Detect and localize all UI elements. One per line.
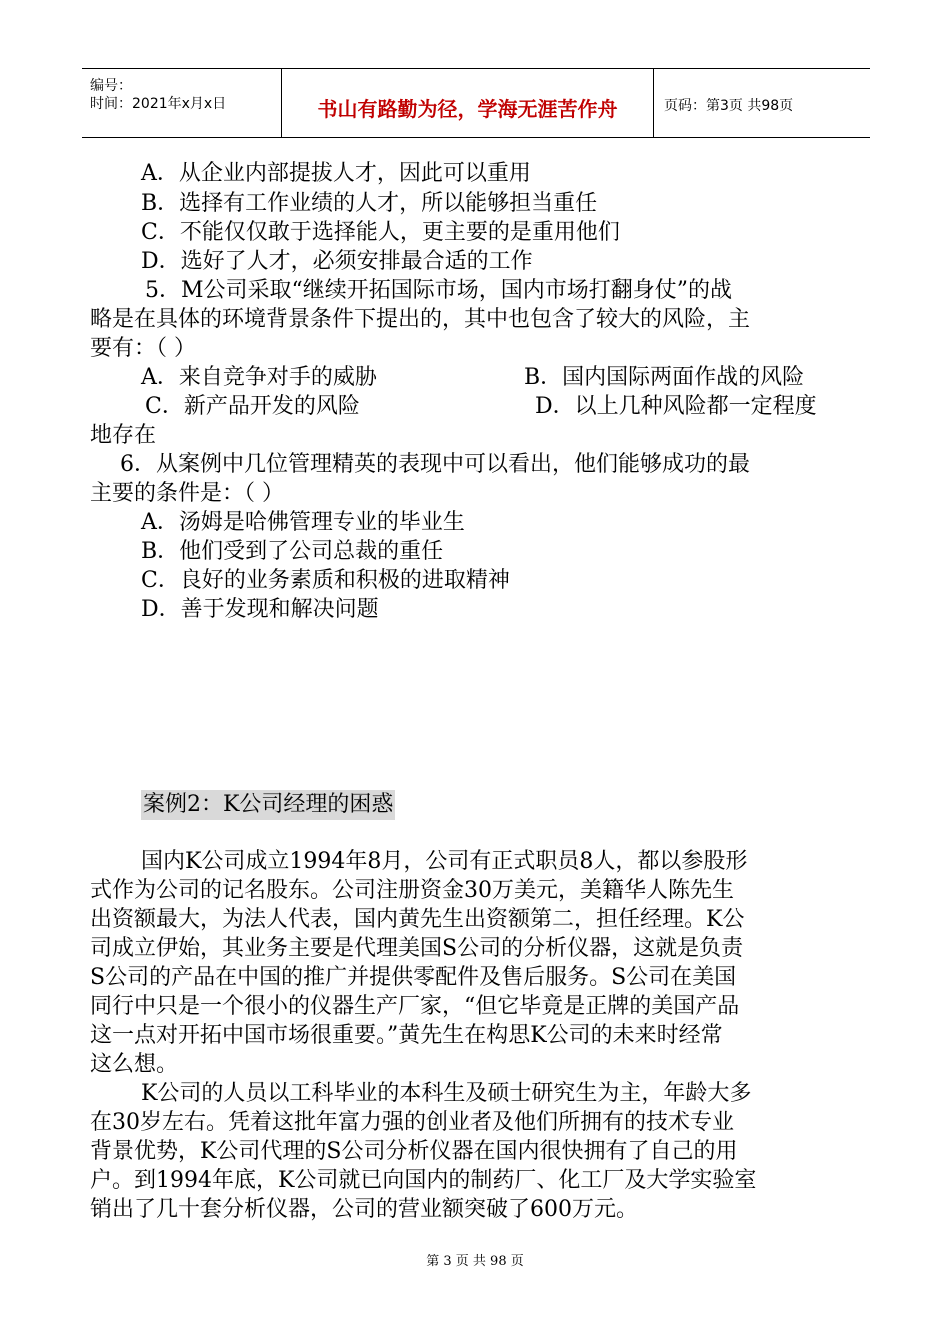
question-6-line-1: 6．从案例中几位管理精英的表现中可以看出，他们能够成功的最 xyxy=(120,452,750,477)
case-2-para-1-line-2: 式作为公司的记名股东。公司注册资金30万美元，美籍华人陈先生 xyxy=(90,878,734,903)
page-footer: 第 3 页 共 98 页 xyxy=(426,1254,524,1269)
case-2-para-1-line-3: 出资额最大，为法人代表，国内黄先生出资额第二，担任经理。K公 xyxy=(90,907,745,932)
case-2-para-2-line-4: 户。到1994年底，K公司就已向国内的制药厂、化工厂及大学实验室 xyxy=(90,1168,757,1193)
question-5-line-3: 要有：（ ） xyxy=(90,336,196,361)
case-2-para-1-line-4: 司成立伊始，其业务主要是代理美国S公司的分析仪器，这就是负责 xyxy=(90,936,744,961)
question-6-option-b: B．他们受到了公司总裁的重任 xyxy=(141,539,444,564)
header-center-cell xyxy=(282,69,654,137)
question-5-line-2: 略是在具体的环境背景条件下提出的，其中也包含了较大的风险，主 xyxy=(90,307,751,332)
question-6-option-a: A．汤姆是哈佛管理专业的毕业生 xyxy=(141,510,465,535)
case-2-para-1-line-5: S公司的产品在中国的推广并提供零配件及售后服务。S公司在美国 xyxy=(90,965,737,990)
header-right-cell xyxy=(654,69,870,137)
option-b: B．选择有工作业绩的人才，所以能够担当重任 xyxy=(141,191,598,216)
question-5-line-1: 5．M公司采取“继续开拓国际市场，国内市场打翻身仗”的战 xyxy=(145,278,733,303)
case-2-para-2-line-3: 背景优势，K公司代理的S公司分析仪器在国内很快拥有了自己的用 xyxy=(90,1139,738,1164)
case-2-para-2-line-5: 销出了几十套分析仪器，公司的营业额突破了600万元。 xyxy=(90,1197,638,1222)
header-motto: 书山有路勤为径，学海无涯苦作舟 xyxy=(317,97,618,121)
case-2-para-1-line-6: 同行中只是一个很小的仪器生产厂家，“但它毕竟是正牌的美国产品 xyxy=(90,994,740,1019)
question-5-option-b: B．国内国际两面作战的风险 xyxy=(524,365,805,390)
header-left-cell xyxy=(82,69,282,137)
document-number-label: 编号： xyxy=(90,78,132,94)
option-a: A．从企业内部提拔人才，因此可以重用 xyxy=(141,161,531,186)
question-5-option-a: A．来自竞争对手的威胁 xyxy=(141,365,377,390)
option-d: D．选好了人才，必须安排最合适的工作 xyxy=(141,249,533,274)
question-6-option-c: C．良好的业务素质和积极的进取精神 xyxy=(141,568,510,593)
case-2-para-2-line-1: K公司的人员以工科毕业的本科生及硕士研究生为主，年龄大多 xyxy=(141,1081,752,1106)
case-2-para-1-line-8: 这么想。 xyxy=(90,1052,179,1077)
case-2-para-1-line-7: 这一点对开拓中国市场很重要。”黄先生在构思K公司的未来时经常 xyxy=(90,1023,723,1048)
case-2-para-1-line-1: 国内K公司成立1994年8月，公司有正式职员8人，都以参股形 xyxy=(141,849,748,874)
question-6-option-d: D．善于发现和解决问题 xyxy=(141,597,379,622)
document-time-label: 时间：2021年x月x日 xyxy=(90,96,227,112)
page-header xyxy=(82,68,870,138)
question-5-option-d: D．以上几种风险都一定程度 xyxy=(535,394,817,419)
case-2-title: 案例2：K公司经理的困惑 xyxy=(141,790,395,820)
question-5-option-d-continued: 地存在 xyxy=(90,423,157,448)
case-2-para-2-line-2: 在30岁左右。凭着这批年富力强的创业者及他们所拥有的技术专业 xyxy=(90,1110,734,1135)
page-number-label: 页码：第3页 共98页 xyxy=(664,98,794,114)
question-6-line-2: 主要的条件是：（ ） xyxy=(90,481,284,506)
question-5-option-c: C．新产品开发的风险 xyxy=(145,394,360,419)
option-c: C．不能仅仅敢于选择能人，更主要的是重用他们 xyxy=(141,220,620,245)
